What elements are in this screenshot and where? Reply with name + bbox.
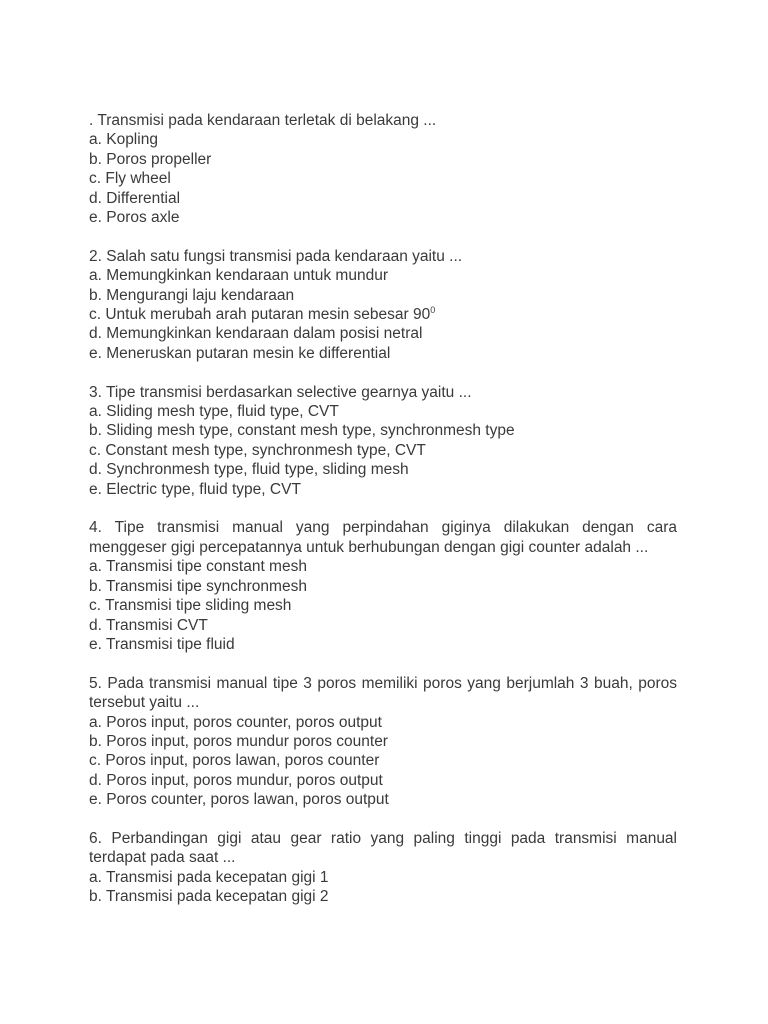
option-e: e. Poros axle: [89, 209, 180, 227]
question-text: 6. Perbandingan gigi atau gear ratio yang paling tinggi pada transmisi manual terdapat pada saat ...: [89, 829, 677, 867]
option-list: [89, 557, 677, 654]
option-a: a. Poros input, poros counter, poros output: [89, 713, 382, 731]
question-4: [89, 518, 677, 654]
option-a: a. Memungkinkan kendaraan untuk mundur: [89, 267, 388, 285]
option-a: a. Kopling: [89, 131, 158, 149]
question-6: [89, 829, 677, 907]
option-b: b. Sliding mesh type, constant mesh type, synchronmesh type: [89, 422, 515, 440]
option-b: b. Transmisi pada kecepatan gigi 2: [89, 888, 329, 906]
question-1: [89, 111, 677, 227]
option-b: b. Poros propeller: [89, 150, 212, 168]
option-c: c. Transmisi tipe sliding mesh: [89, 597, 292, 615]
question-text: 4. Tipe transmisi manual yang perpindahan giginya dilakukan dengan cara menggeser gigi percepatannya untuk berhubungan dengan gigi counter adalah ...: [89, 519, 677, 556]
option-list: [89, 130, 677, 227]
question-2: [89, 247, 677, 363]
option-c: c. Constant mesh type, synchronmesh type, CVT: [89, 441, 426, 459]
option-c: [89, 305, 677, 324]
option-a: a. Transmisi pada kecepatan gigi 1: [89, 868, 329, 886]
option-c: c. Fly wheel: [89, 170, 171, 188]
question-text: 2. Salah satu fungsi transmisi pada kendaraan yaitu ...: [89, 247, 463, 265]
option-list: [89, 713, 677, 810]
degree-superscript: 0: [430, 305, 436, 316]
option-a: a. Sliding mesh type, fluid type, CVT: [89, 403, 339, 421]
option-list: [89, 402, 677, 499]
option-e: e. Electric type, fluid type, CVT: [89, 480, 301, 498]
option-e: e. Poros counter, poros lawan, poros output: [89, 791, 389, 809]
option-e: e. Meneruskan putaran mesin ke differential: [89, 344, 391, 362]
document-page: [89, 111, 677, 926]
question-3: [89, 383, 677, 499]
option-b: b. Mengurangi laju kendaraan: [89, 286, 295, 304]
option-list: [89, 266, 677, 363]
option-b: b. Transmisi tipe synchronmesh: [89, 577, 307, 595]
question-text: 5. Pada transmisi manual tipe 3 poros memiliki poros yang berjumlah 3 buah, poros tersebut yaitu ...: [89, 674, 677, 712]
option-d: d. Transmisi CVT: [89, 616, 208, 634]
option-b: b. Poros input, poros mundur poros counter: [89, 732, 388, 750]
question-text: 3. Tipe transmisi berdasarkan selective gearnya yaitu ...: [89, 383, 472, 401]
option-c-text: c. Untuk merubah arah putaran mesin sebesar 90: [89, 306, 431, 324]
option-a: a. Transmisi tipe constant mesh: [89, 558, 307, 576]
option-c: c. Poros input, poros lawan, poros counter: [89, 752, 380, 770]
option-d: d. Synchronmesh type, fluid type, sliding mesh: [89, 461, 409, 479]
question-text: . Transmisi pada kendaraan terletak di belakang ...: [89, 112, 437, 129]
option-d: d. Differential: [89, 189, 181, 207]
option-d: d. Poros input, poros mundur, poros output: [89, 771, 383, 789]
option-e: e. Transmisi tipe fluid: [89, 635, 235, 653]
option-list: [89, 868, 677, 907]
question-5: [89, 674, 677, 810]
option-d: d. Memungkinkan kendaraan dalam posisi netral: [89, 325, 423, 343]
